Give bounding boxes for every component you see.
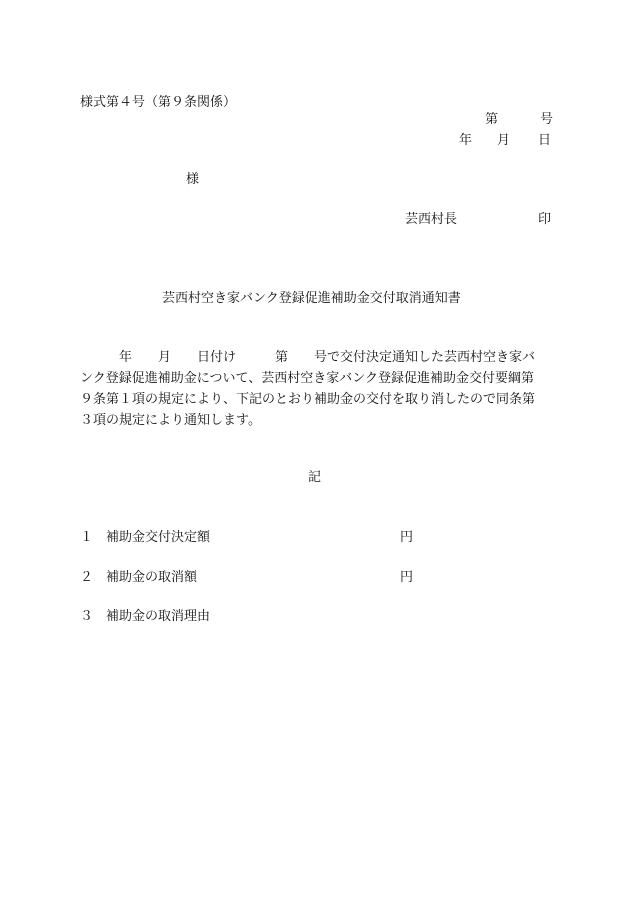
issuer-name: 芸西村長 bbox=[405, 212, 458, 227]
item-label: 補助金の取消理由 bbox=[106, 609, 211, 624]
document-number-prefix: 第 bbox=[485, 112, 499, 127]
body-line: 年 月 日付け 第 号で交付決定通知した芸西村空き家バ bbox=[80, 350, 536, 365]
item-label: 補助金の取消額 bbox=[106, 570, 198, 585]
item-unit: 円 bbox=[400, 530, 414, 545]
document-title: 芸西村空き家バンク登録促進補助金交付取消通知書 bbox=[162, 291, 461, 306]
item-unit: 円 bbox=[400, 570, 414, 585]
item-number: ２ bbox=[80, 570, 94, 585]
body-paragraph bbox=[80, 347, 550, 431]
item-number: ３ bbox=[80, 609, 94, 624]
seal-mark: 印 bbox=[538, 212, 552, 227]
list-item bbox=[80, 570, 420, 586]
list-item bbox=[80, 530, 420, 546]
ki-heading: 記 bbox=[308, 470, 322, 485]
body-line: ３項の規定により通知します。 bbox=[80, 413, 261, 428]
item-number: １ bbox=[80, 530, 94, 545]
addressee-honorific: 様 bbox=[186, 172, 200, 187]
date-year-label: 年 bbox=[459, 133, 473, 148]
item-label: 補助金交付決定額 bbox=[106, 530, 211, 545]
document-number-suffix: 号 bbox=[540, 112, 554, 127]
form-label: 様式第４号（第９条関係） bbox=[80, 95, 237, 110]
date-month-label: 月 bbox=[497, 133, 511, 148]
body-line: ９条第１項の規定により、下記のとおり補助金の交付を取り消したので同条第 bbox=[80, 392, 536, 407]
date-day-label: 日 bbox=[538, 133, 552, 148]
body-line: ンク登録促進補助金について、芸西村空き家バンク登録促進補助金交付要綱第 bbox=[80, 371, 534, 386]
list-item bbox=[80, 609, 420, 625]
